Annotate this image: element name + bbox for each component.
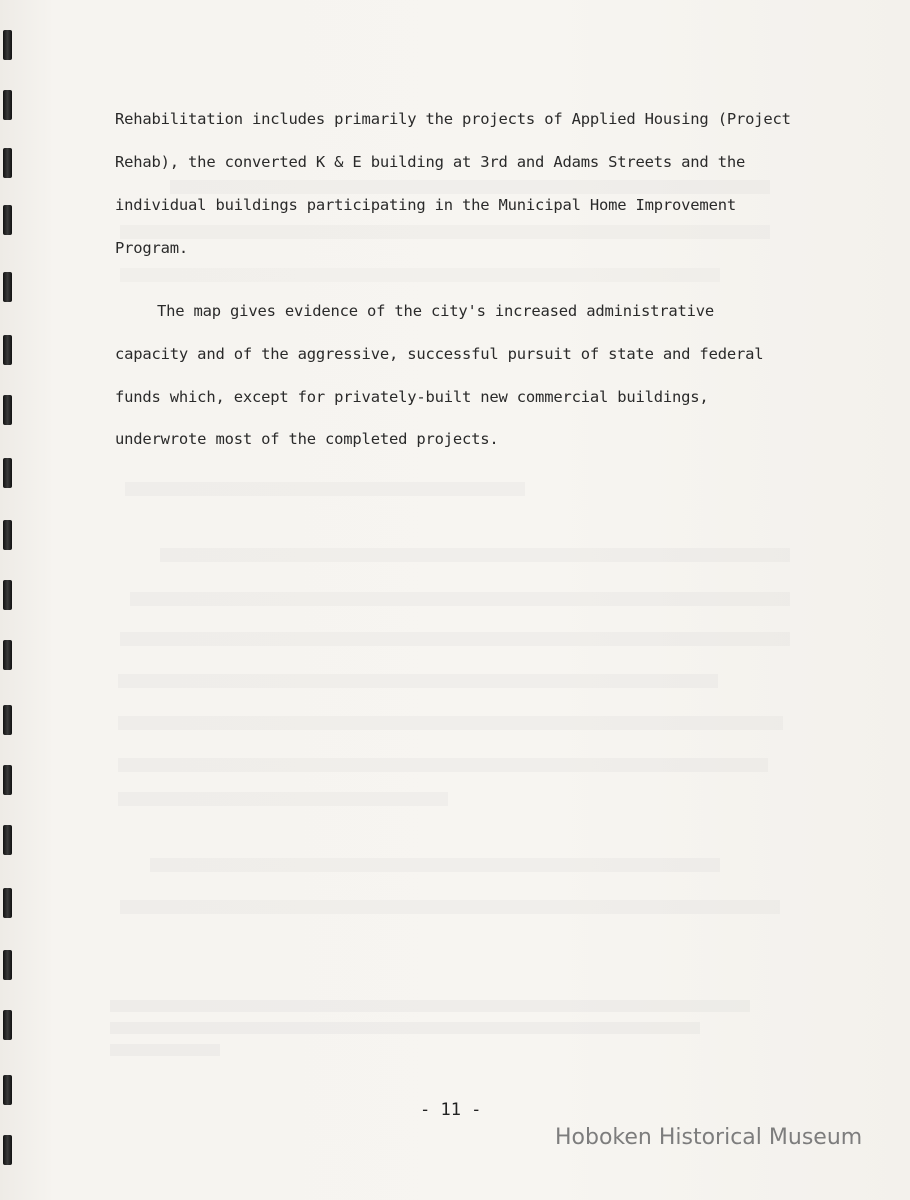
text-line: capacity and of the aggressive, successful pursuit of state and federal	[115, 345, 764, 363]
binding-ring	[3, 205, 12, 235]
binding-ring	[3, 825, 12, 855]
binding-ring	[3, 90, 12, 120]
text-line: Rehabilitation includes primarily the projects of Applied Housing (Project	[115, 110, 791, 128]
binding-ring	[3, 1010, 12, 1040]
text-line: funds which, except for privately-built new commercial buildings,	[115, 388, 709, 406]
binding-ring	[3, 580, 12, 610]
text-line: Rehab), the converted K & E building at 3rd and Adams Streets and the	[115, 153, 746, 171]
binding-ring	[3, 520, 12, 550]
binding-ring	[3, 1135, 12, 1165]
museum-watermark: Hoboken Historical Museum	[555, 1125, 863, 1150]
binding-ring	[3, 888, 12, 918]
text-line: underwrote most of the completed projects.	[115, 430, 499, 448]
binding-ring	[3, 335, 12, 365]
binding-ring	[3, 30, 12, 60]
binding-ring	[3, 950, 12, 980]
binding-ring	[3, 395, 12, 425]
binding-ring	[3, 1075, 12, 1105]
text-line: Program.	[115, 239, 189, 257]
text-line: individual buildings participating in the Municipal Home Improvement	[115, 196, 736, 214]
binding-ring	[3, 272, 12, 302]
binding-ring	[3, 705, 12, 735]
binding-ring	[3, 458, 12, 488]
binding-ring	[3, 765, 12, 795]
page-number: - 11 -	[420, 1100, 482, 1120]
binding-ring	[3, 148, 12, 178]
spiral-binding	[0, 0, 20, 1200]
binding-ring	[3, 640, 12, 670]
text-line: The map gives evidence of the city's increased administrative	[157, 302, 715, 320]
